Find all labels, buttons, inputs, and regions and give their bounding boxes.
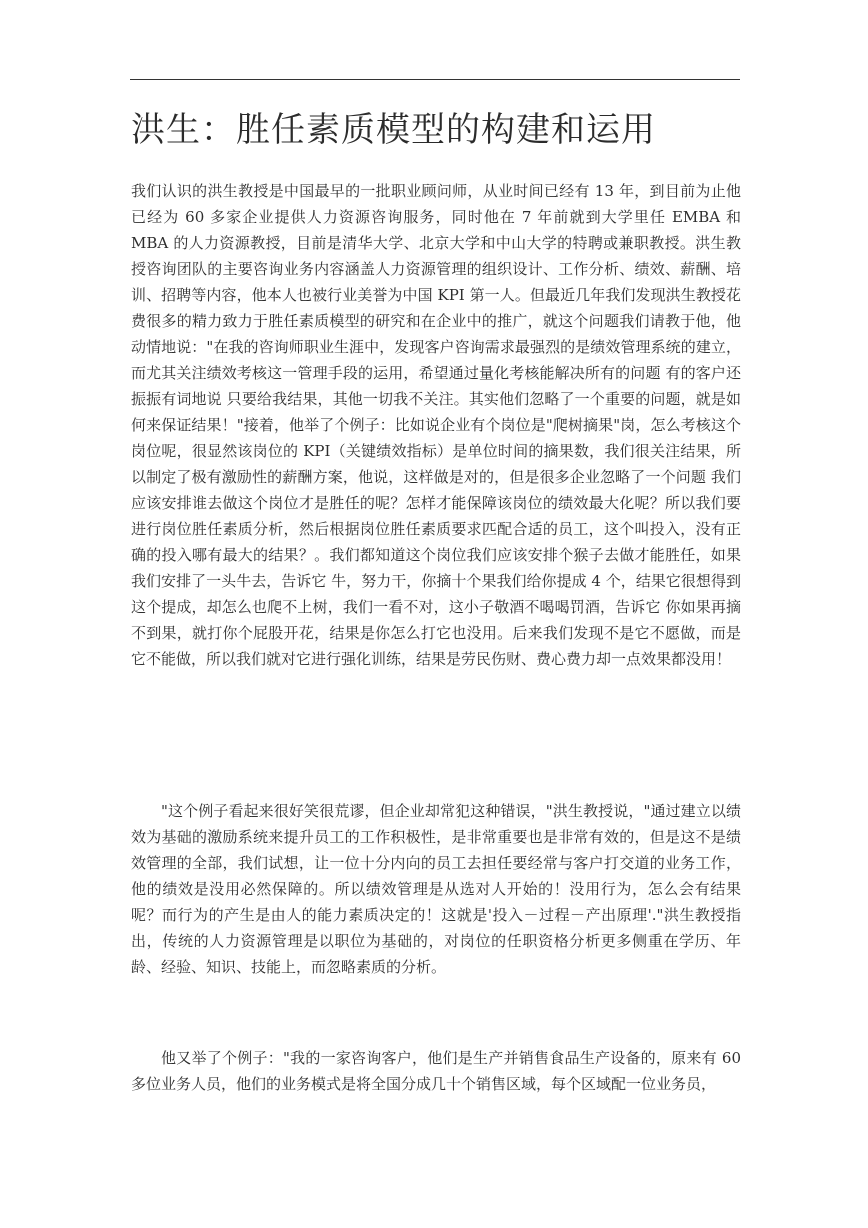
header-rule xyxy=(130,79,740,80)
body-paragraph: 他又举了个例子："我的一家咨询客户，他们是生产并销售食品生产设备的，原来有 60 多位业务人员，他们的业务模式是将全国分成几十个销售区域，每个区域配一位业务员， xyxy=(131,1049,741,1093)
body-paragraph: "这个例子看起来很好笑很荒谬，但企业却常犯这种错误，"洪生教授说，"通过建立以绩效为基础的激励系统来提升员工的工作积极性，是非常重要也是非常有效的，但是这不是绩效管理的全部，我们试想，让一位十分内向的员工去担任要经常与客户打交道的业务工作，他的绩效是没用必然保障的。所以绩效管理是从选对人开始的！没用行为，怎么会有结果呢？而行为的产生是由人的能力素质决定的！这就是'投入－过程－产出原理'."洪生教授指出，传统的人力资源管理是以职位为基础的，对岗位的任职资格分析更多侧重在学历、年龄、经验、知识、技能上，而忽略素质的分析。 xyxy=(131,802,741,976)
body-paragraph: 我们认识的洪生教授是中国最早的一批职业顾问师，从业时间已经有 13 年，到目前为止他已经为 60 多家企业提供人力资源咨询服务，同时他在 7 年前就到大学里任 EMBA 和 MBA 的人力资源教授，目前是清华大学、北京大学和中山大学的特聘或兼职教授。洪生教授咨询团队的主要咨询业务内容涵盖人力资源管理的组织设计、工作分析、绩效、薪酬、培训、招聘等内容，他本人也被行业美誉为中国 KPI 第一人。但最近几年我们发现洪生教授花费很多的精力致力于胜任素质模型的研究和在企业中的推广，就这个问题我们请教于他，他动情地说："在我的咨询师职业生涯中，发现客户咨询需求最强烈的是绩效管理系统的建立，而尤其关注绩效考核这一管理手段的运用，希望通过量化考核能解决所有的问题 有的客户还振振有词地说 只要给我结果，其他一切我不关注。其实他们忽略了一个重要的问题，就是如何来保证结果！"接着，他举了个例子：比如说企业有个岗位是"爬树摘果"岗，怎么考核这个岗位呢，很显然该岗位的 KPI（关键绩效指标）是单位时间的摘果数，我们很关注结果，所以制定了极有激励性的薪酬方案，他说，这样做是对的，但是很多企业忽略了一个问题 我们应该安排谁去做这个岗位才是胜任的呢？怎样才能保障该岗位的绩效最大化呢？所以我们要进行岗位胜任素质分析，然后根据岗位胜任素质要求匹配合适的员工，这个叫投入，没有正确的投入哪有最大的结果？。我们都知道这个岗位我们应该安排个猴子去做才能胜任，如果我们安排了一头牛去，告诉它 牛，努力干，你摘十个果我们给你提成 4 个，结果它很想得到这个提成，却怎么也爬不上树，我们一看不对，这小子敬酒不喝喝罚酒，告诉它 你如果再摘不到果，就打你个屁股开花，结果是你怎么打它也没用。后来我们发现不是它不愿做，而是它不能做，所以我们就对它进行强化训练，结果是劳民伤财、费心费力却一点效果都没用！ xyxy=(131,182,741,668)
document-title: 洪生：胜任素质模型的构建和运用 xyxy=(131,110,656,150)
